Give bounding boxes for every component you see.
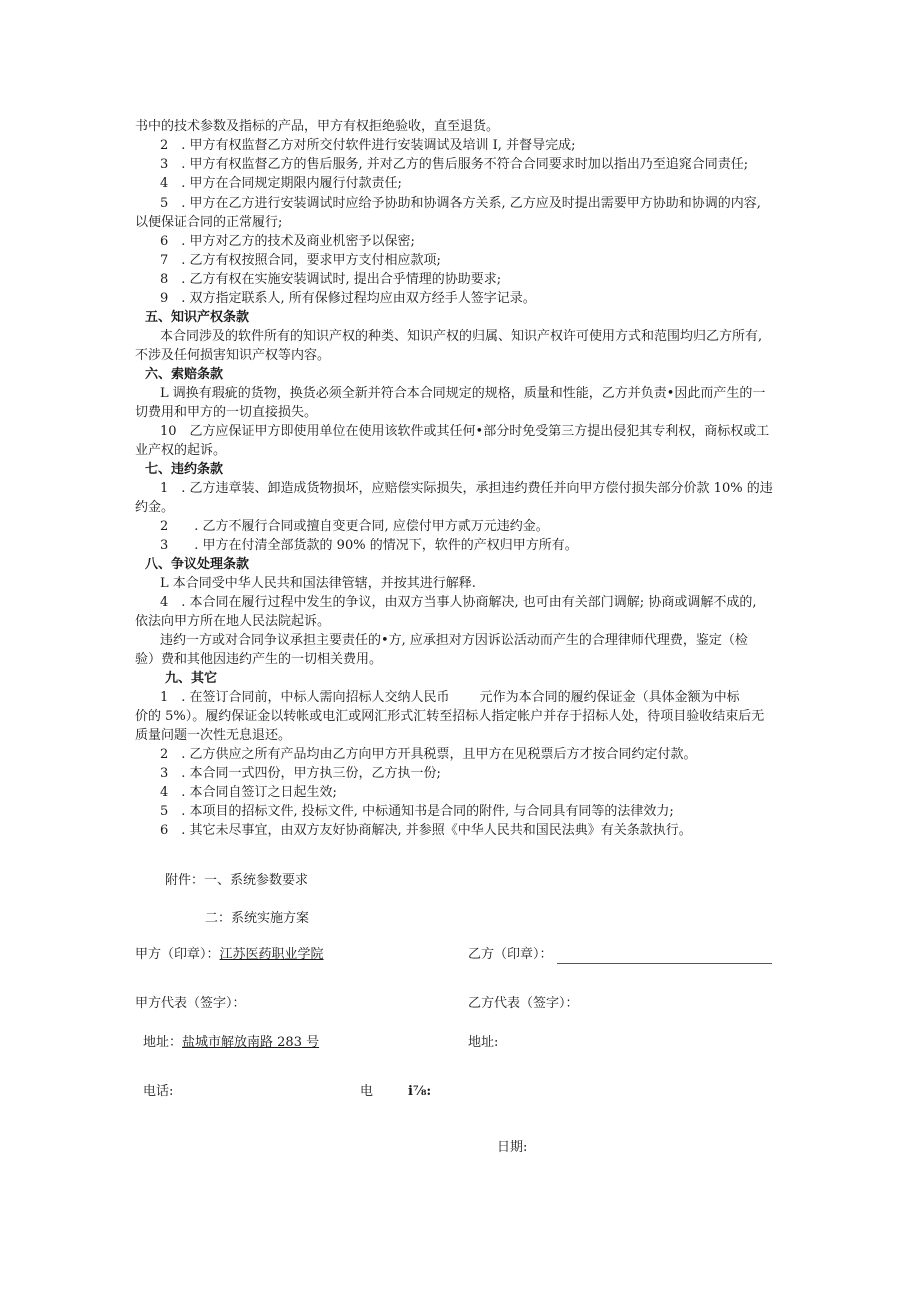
clause-line: 价的 5%）。履约保证金以转帐或电汇或网汇形式汇转至招标人指定帐户并存于招标人处，待项目验收结束后无: [135, 709, 765, 724]
clause-line: 4 . 本合同自签订之日起生效;: [160, 785, 337, 800]
clause-line: 2 . 乙方供应之所有产品均由乙方向甲方开具税票，且甲方在见税票后方才按合同约定付款。: [160, 747, 697, 762]
clause-line: 5 . 甲方在乙方进行安装调试时应给予协助和协调各方关系, 乙方应及时提出需要甲方协助和协调的内容,: [160, 196, 761, 211]
clause-line: 约金。: [135, 500, 175, 515]
clause-line: 3 . 甲方在付清全部货款的 90% 的情况下，软件的产权归甲方所有。: [160, 538, 578, 553]
party-a-seal-label: 甲方（印章）：: [135, 947, 220, 962]
section-heading: 九、其它: [165, 671, 218, 686]
section-heading: 六、索赔条款: [145, 367, 224, 382]
clause-line: 7 . 乙方有权按照合同，要求甲方支付相应款项;: [160, 253, 441, 268]
party-a-phone-label: 电话:: [143, 1084, 174, 1099]
party-b-phone-label-a: 电: [360, 1084, 374, 1099]
clause-line: 业产权的起诉。: [135, 443, 227, 458]
party-a-address-value: 盐城市解放南路 283 号: [182, 1035, 320, 1050]
clause-line: 8 . 乙方有权在实施安装调试时, 提出合乎情理的协助要求;: [160, 272, 502, 287]
clause-line: 3 . 本合同一式四份，甲方执三份，乙方执一份;: [160, 766, 441, 781]
party-b-name-blank: [557, 951, 772, 964]
clause-line: 2 . 乙方不履行合同或擅自变更合同, 应偿付甲方贰万元违约金。: [160, 519, 549, 534]
clause-line: 本合同涉及的软件所有的知识产权的种类、知识产权的归属、知识产权许可使用方式和范围均归乙方所有,: [160, 329, 763, 344]
clause-line: 6 . 其它未尽事宜，由双方友好协商解决, 并参照《中华人民共和国民法典》有关条款执行。: [160, 823, 692, 838]
clause-line: 验）费和其他因违约产生的一切相关费用。: [135, 652, 383, 667]
party-b-rep-label: 乙方代表（签字）：: [468, 996, 579, 1011]
section-heading: 五、知识产权条款: [145, 310, 250, 325]
party-a-address-label: 地址：: [143, 1035, 183, 1050]
clause-line: 切费用和甲方的一切直接损失。: [135, 405, 318, 420]
date-label: 日期:: [497, 1140, 528, 1155]
party-b-seal: [468, 946, 772, 964]
clause-line: 违约一方或对合同争议承担主要责任的•方, 应承担对方因诉讼活动而产生的合理律师代理费，鉴定（检: [160, 633, 748, 648]
clause-line: 书中的技术参数及指标的产品，甲方有权拒绝验收，直至退货。: [135, 119, 500, 134]
clause-line: 质量问题一次性无息退还。: [135, 728, 292, 743]
clause-line: 依法向甲方所在地人民法院起诉。: [135, 614, 331, 629]
party-b-address-label: 地址:: [468, 1035, 499, 1050]
clause-line: 以便保证合同的正常履行;: [135, 215, 283, 230]
clause-line: 4 . 甲方在合同规定期限内履行付款责任;: [160, 176, 402, 191]
clause-line: 5 . 本项目的招标文件, 投标文件, 中标通知书是合同的附件, 与合同具有同等的法律效力;: [160, 804, 674, 819]
clause-line: 1 . 在签订合同前，中标人需向招标人交纳人民币 元作为本合同的履约保证金（具体金额为中标: [160, 690, 740, 705]
clause-line: 9 . 双方指定联系人, 所有保修过程均应由双方经手人签字记录。: [160, 291, 536, 306]
section-heading: 八、争议处理条款: [145, 557, 250, 572]
clause-line: L 调换有瑕疵的货物，换货必须全新并符合本合同规定的规格，质量和性能，乙方并负责•因此而产生的一: [160, 386, 766, 401]
party-a-name: 江苏医药职业学院: [219, 947, 324, 962]
clause-line: 3 . 甲方有权监督乙方的售后服务, 并对乙方的售后服务不符合合同要求时加以指出乃至追窕合同责任;: [160, 157, 749, 172]
clause-line: L 本合同受中华人民共和国法律管辖，并按其进行解释.: [160, 576, 476, 591]
attachment-line: 二：系统实施方案: [205, 911, 310, 926]
party-a-rep-label: 甲方代表（签字）：: [135, 996, 246, 1011]
clause-line: 10 乙方应保证甲方即使用单位在使用该软件或其任何•部分时免受第三方提出侵犯其专利权，商标权或工: [160, 424, 770, 439]
party-b-seal-label: 乙方（印章）：: [468, 947, 553, 962]
clause-line: 4 . 本合同在履行过程中发生的争议，由双方当事人协商解决, 也可由有关部门调解; 协商或调解不成的,: [160, 595, 757, 610]
attachment-line: 附件：一、系统参数要求: [165, 873, 309, 888]
clause-line: 6 . 甲方对乙方的技术及商业机密予以保密;: [160, 234, 415, 249]
clause-line: 1 . 乙方违章装、卸造成货物损坏，应赔偿实际损失，承担违约费任并向甲方偿付损失部分价款 10% 的违: [160, 481, 773, 496]
party-b-phone-label-b: i⅞:: [408, 1084, 432, 1099]
section-heading: 七、违约条款: [145, 462, 224, 477]
party-a-address: [143, 1034, 319, 1052]
clause-line: 2 . 甲方有权监督乙方对所交付软件进行安装调试及培训 I, 并督导完成;: [160, 138, 576, 153]
party-a-seal: [135, 946, 324, 964]
clause-line: 不涉及任何损害知识产权等内容。: [135, 348, 331, 363]
